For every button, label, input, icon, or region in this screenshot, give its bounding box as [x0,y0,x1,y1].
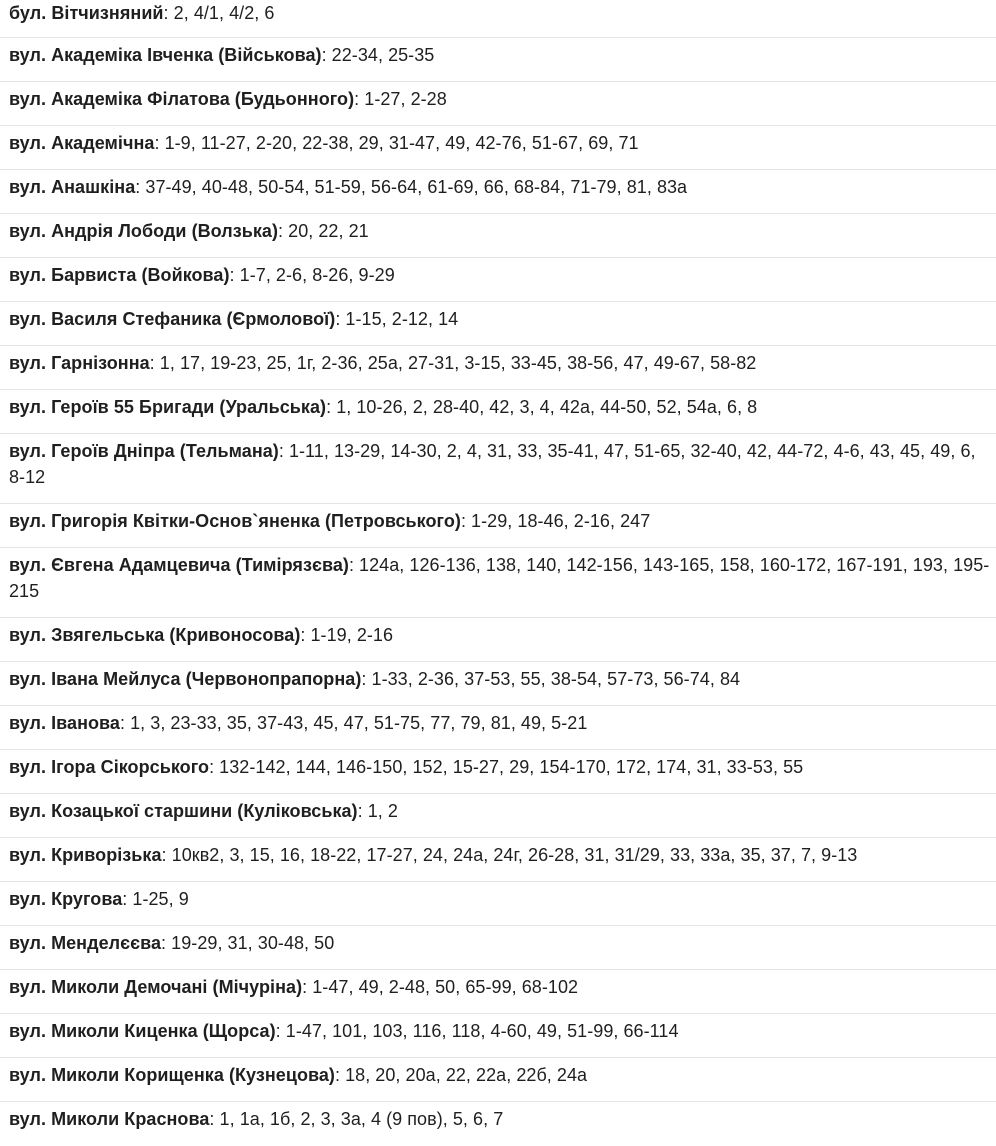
list-item [0,1102,996,1146]
separator: : [229,265,235,285]
house-numbers: 1, 17, 19-23, 25, 1г, 2-36, 25а, 27-31, 3-15, 33-45, 38-56, 47, 49-67, 58-82 [154,353,757,373]
house-numbers: 10кв2, 3, 15, 16, 18-22, 17-27, 24, 24а, 24г, 26-28, 31, 31/29, 33, 33а, 35, 37, 7, 9-13 [166,845,858,865]
separator: : [354,89,360,109]
street-name: вул. Євгена Адамцевича (Тимірязєва) [9,555,349,575]
separator: : [460,511,466,531]
list-item [0,706,996,750]
house-numbers: 124а, 126-136, 138, 140, 142-156, 143-165, 158, 160-172, 167-191, 193, 195-215 [9,555,990,601]
list-item [0,548,996,618]
street-name: вул. Академіка Івченка (Військова) [9,45,322,65]
list-item [0,214,996,258]
list-item [0,794,996,838]
separator: : [122,889,128,909]
street-name: вул. Академіка Філатова (Будьонного) [9,89,355,109]
house-numbers: 1-19, 2-16 [305,625,394,645]
separator: : [361,669,367,689]
house-numbers: 37-49, 40-48, 50-54, 51-59, 56-64, 61-69, 66, 68-84, 71-79, 81, 83а [140,177,688,197]
street-name: вул. Героїв 55 Бригади (Уральська) [9,397,327,417]
street-name: вул. Академічна [9,133,155,153]
house-numbers: 22-34, 25-35 [326,45,435,65]
house-numbers: 1-7, 2-6, 8-26, 9-29 [234,265,395,285]
separator: : [278,221,284,241]
separator: : [278,441,284,461]
separator: : [209,1109,215,1129]
separator: : [357,801,363,821]
street-name: вул. Анашкіна [9,177,136,197]
house-numbers: 1-47, 49, 2-48, 50, 65-99, 68-102 [307,977,579,997]
street-name: вул. Звягельська (Кривоносова) [9,625,301,645]
house-numbers: 1, 3, 23-33, 35, 37-43, 45, 47, 51-75, 77, 79, 81, 49, 5-21 [125,713,588,733]
house-numbers: 132-142, 144, 146-150, 152, 15-27, 29, 154-170, 172, 174, 31, 33-53, 55 [214,757,804,777]
street-name: вул. Криворізька [9,845,162,865]
street-name: вул. Кругова [9,889,123,909]
list-item [0,504,996,548]
street-name: вул. Григорія Квітки-Основ`яненка (Петровського) [9,511,461,531]
house-numbers: 1-25, 9 [127,889,189,909]
list-item [0,38,996,82]
street-name: вул. Миколи Киценка (Щорса) [9,1021,276,1041]
list-item [0,1058,996,1102]
house-numbers: 1-15, 2-12, 14 [340,309,459,329]
separator: : [154,133,160,153]
street-name: вул. Менделєєва [9,933,162,953]
list-item [0,170,996,214]
separator: : [119,713,126,733]
house-numbers: 1-33, 2-36, 37-53, 55, 38-54, 57-73, 56-74, 84 [366,669,741,689]
house-numbers: 1, 2 [362,801,398,821]
street-name: вул. Андрія Лободи (Волзька) [9,221,279,241]
separator: : [300,625,306,645]
street-name: вул. Івана Мейлуса (Червонопрапорна) [9,669,362,689]
separator: : [149,353,155,373]
house-numbers: 1-9, 11-27, 2-20, 22-38, 29, 31-47, 49, 42-76, 51-67, 69, 71 [159,133,639,153]
house-numbers: 19-29, 31, 30-48, 50 [166,933,335,953]
street-name: вул. Героїв Дніпра (Тельмана) [9,441,279,461]
list-item [0,434,996,504]
separator: : [163,3,169,23]
street-name: вул. Миколи Демочані (Мічуріна) [9,977,303,997]
house-numbers: 1-29, 18-46, 2-16, 247 [466,511,651,531]
street-name: вул. Барвиста (Войкова) [9,265,230,285]
list-item [0,390,996,434]
house-numbers: 2, 4/1, 4/2, 6 [168,3,275,23]
separator: : [209,757,215,777]
house-numbers: 18, 20, 20а, 22, 22а, 22б, 24а [340,1065,588,1085]
list-item [0,82,996,126]
street-name: вул. Гарнізонна [9,353,150,373]
street-name: вул. Василя Стефаника (Єрмолової) [9,309,336,329]
street-name: вул. Ігора Сікорського [9,757,210,777]
house-numbers: 1, 10-26, 2, 28-40, 42, 3, 4, 42а, 44-50, 52, 54а, 6, 8 [331,397,758,417]
list-item [0,970,996,1014]
separator: : [321,45,327,65]
list-item [0,838,996,882]
street-name: бул. Вітчизняний [9,3,164,23]
separator: : [302,977,308,997]
list-item [0,662,996,706]
separator: : [326,397,332,417]
house-numbers: 1, 1а, 1б, 2, 3, 3а, 4 (9 пов), 5, 6, 7 [214,1109,504,1129]
separator: : [275,1021,281,1041]
list-item [0,302,996,346]
house-numbers: 20, 22, 21 [283,221,369,241]
street-name: вул. Іванова [9,713,120,733]
house-numbers: 1-47, 101, 103, 116, 118, 4-60, 49, 51-99, 66-114 [280,1021,679,1041]
list-item [0,882,996,926]
separator: : [161,845,167,865]
list-item [0,618,996,662]
list-item [0,126,996,170]
separator: : [335,309,341,329]
list-item [0,750,996,794]
separator: : [334,1065,341,1085]
list-item [0,0,996,38]
separator: : [161,933,167,953]
list-item [0,346,996,390]
street-name: вул. Миколи Корищенка (Кузнецова) [9,1065,335,1085]
separator: : [135,177,141,197]
street-name: вул. Козацької старшини (Куліковська) [9,801,358,821]
house-numbers: 1-11, 13-29, 14-30, 2, 4, 31, 33, 35-41, 47, 51-65, 32-40, 42, 44-72, 4-6, 43, 45, 49, 6, 8-12 [9,441,976,487]
separator: : [348,555,354,575]
street-name: вул. Миколи Краснова [9,1109,210,1129]
list-item [0,926,996,970]
list-item [0,1014,996,1058]
list-item [0,258,996,302]
house-numbers: 1-27, 2-28 [359,89,447,109]
